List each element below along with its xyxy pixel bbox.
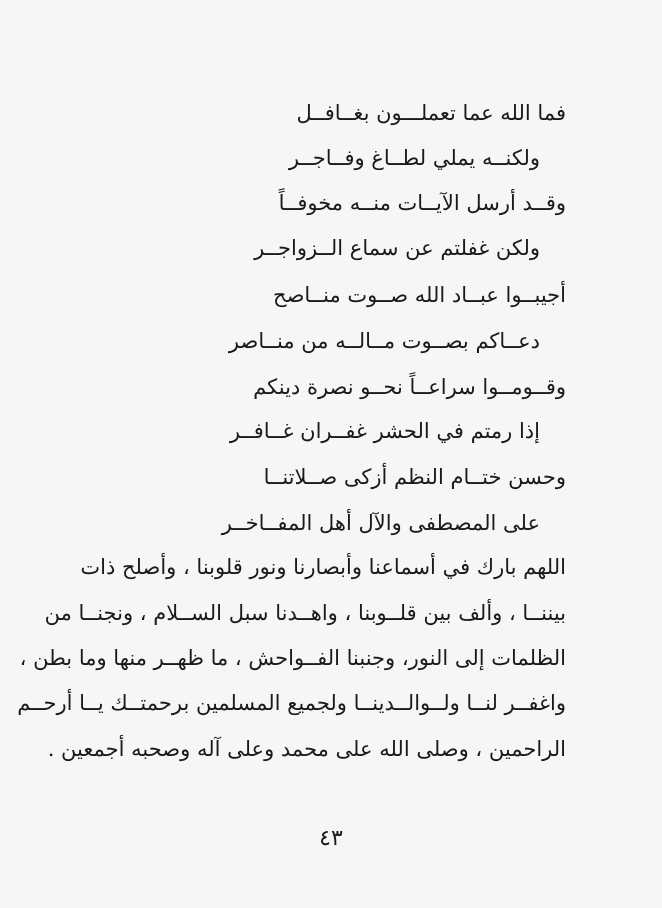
verse-line-6: دعــاكم بصــوت مــالــه من منــاصر: [228, 329, 540, 353]
verse-line-4: ولكن غفلتم عن سماع الــزواجــر: [254, 236, 540, 260]
verse-line-10: على المصطفى والآل أهل المفــاخــر: [221, 511, 540, 535]
verse-line-8: إذا رمتم في الحشر غفــران غــافــر: [229, 419, 540, 443]
verse-line-9: وحسن ختــام النظم أزكى صــلاتنــا: [263, 465, 566, 489]
prose-line-4: واغفــر لنــا ولــوالــدينــا ولجميع المسلمين برحمتــك يــا أرحــم: [17, 691, 566, 715]
verse-line-1: فما الله عما تعملـــون بغــافــل: [296, 101, 566, 125]
prose-line-5: الراحمين ، وصلى الله على محمد وعلى آله وصحبه أجمعين .: [47, 737, 566, 761]
prose-line-3: الظلمات إلى النور، وجنبنا الفــواحش ، ما ظهــر منها وما بطن ،: [19, 646, 566, 670]
page-number: ٤٣: [319, 826, 343, 851]
verse-line-7: وقــومــوا سراعــاً نحــو نصرة دينكم: [253, 375, 566, 399]
prose-line-2: بيننــا ، وألف بين قلــوبنا ، واهــدنا سبل الســلام ، ونجنــا من: [44, 601, 566, 625]
verse-line-3: وقــد أرسل الآيــات منــه مخوفــاً: [278, 191, 566, 215]
verse-line-5: أجيبــوا عبــاد الله صــوت منــاصح: [273, 283, 566, 307]
verse-line-2: ولكنــه يملي لطــاغ وفــاجــر: [288, 146, 540, 170]
prose-line-1: اللهم بارك في أسماعنا وأبصارنا ونور قلوبنا ، وأصلح ذات: [80, 555, 566, 579]
